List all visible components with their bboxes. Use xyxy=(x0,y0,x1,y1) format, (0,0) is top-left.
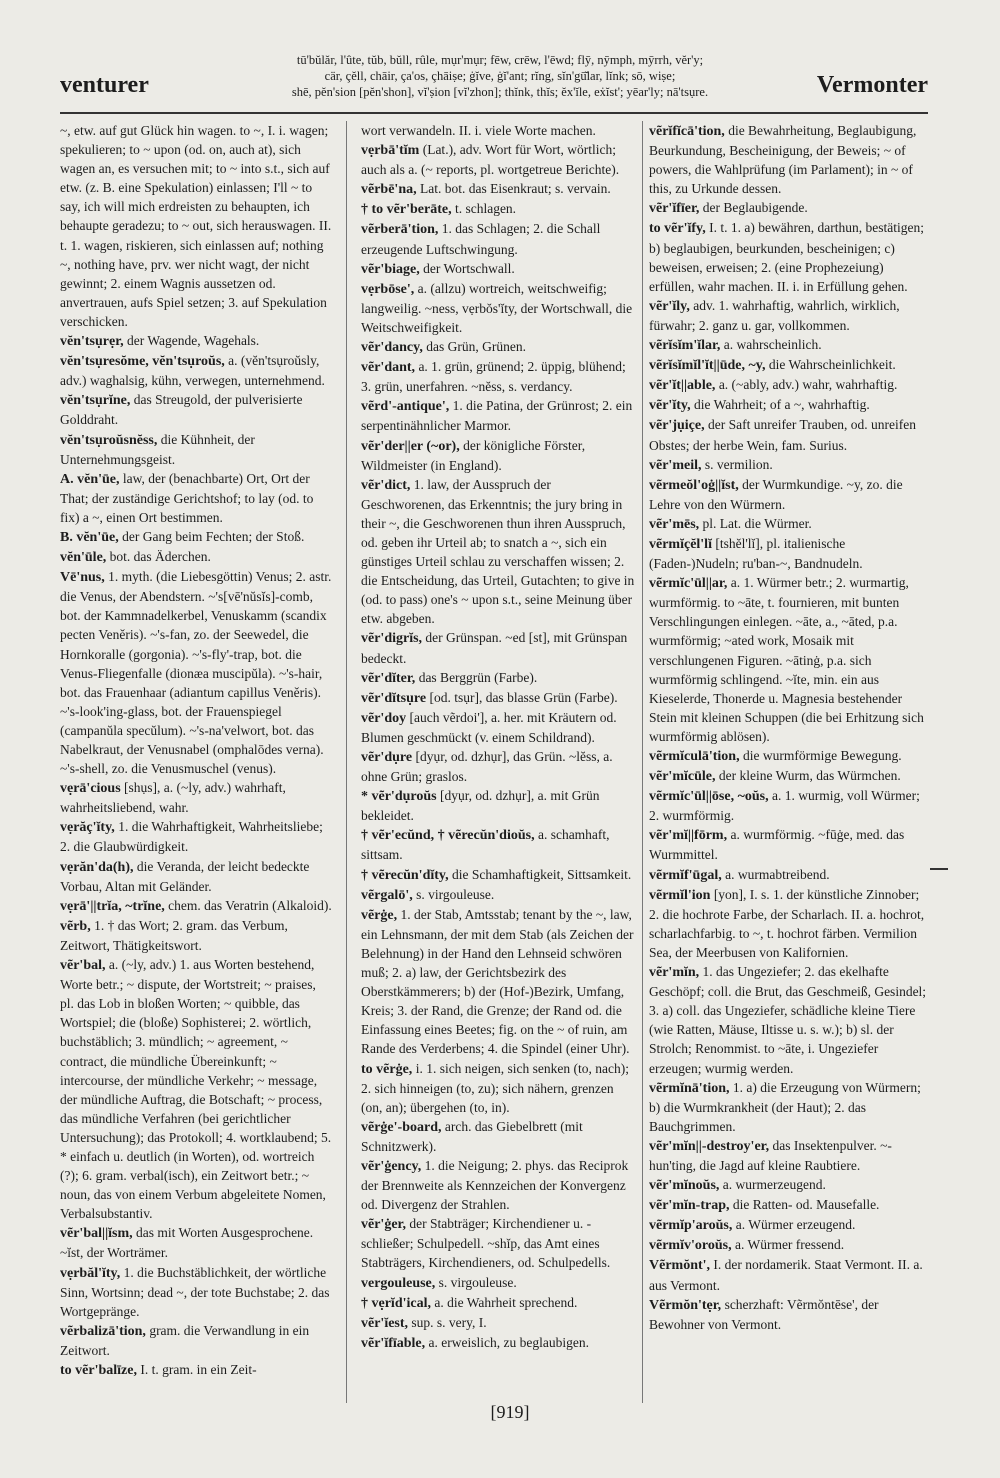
entry-headword: vẽr'ĭfīable, xyxy=(361,1335,426,1351)
dictionary-entry xyxy=(60,778,332,817)
dictionary-entry xyxy=(361,747,636,786)
entry-headword: Vẽrmŏnt', xyxy=(649,1258,711,1274)
dictionary-entry xyxy=(361,179,636,199)
entry-headword: vẽr'ġer, xyxy=(361,1217,406,1233)
dictionary-entry xyxy=(649,573,930,746)
entry-headword: vẽrd'-antique', xyxy=(361,399,450,415)
entry-definition: der Saft unreifer Trauben, od. unreifen Obstes; der herbe Wein, fam. Surius. xyxy=(649,417,917,453)
entry-headword: vẽr'jụiçe, xyxy=(649,418,705,434)
dictionary-entry xyxy=(60,469,332,527)
pronunciation-key-line: tū'bŭlăr, l'ûte, tŭb, bŭll, rûle, mụr'mụr; fēw, crēw, l'ēwd; flȳ, nȳmph, mȳrrh, vĕr'y; xyxy=(296,53,704,67)
guide-word-left: venturer xyxy=(60,72,149,98)
entry-definition: s. vermilion. xyxy=(701,456,773,472)
dictionary-entry xyxy=(649,1215,930,1235)
header-rule xyxy=(60,112,928,114)
dictionary-entry xyxy=(60,121,332,331)
dictionary-entry xyxy=(361,140,636,179)
dictionary-entry xyxy=(361,121,636,140)
dictionary-entry xyxy=(361,786,636,825)
entry-headword: vẽr'mĭnoŭs, xyxy=(649,1178,720,1194)
entry-headword: vẽr'dancy, xyxy=(361,340,423,356)
dictionary-entry xyxy=(361,259,636,279)
entry-headword: vẽr'der||er (~or), xyxy=(361,438,460,454)
dictionary-entry xyxy=(649,766,930,786)
entry-headword: vẽr'dĭter, xyxy=(361,670,416,686)
entry-definition: I. t. 1. a) bewähren, darthun, bestätigen; b) beglaubigen, beurkunden, bescheinigen; c) beweisen, erweisen; 2. (eine Prophezeiung) erfüllen, wahr machen. II. i. in Erfüllung gehen. xyxy=(649,220,924,294)
dictionary-entry xyxy=(361,1313,636,1333)
entry-headword: vẽr'ĭt||able, xyxy=(649,378,716,394)
dictionary-entry xyxy=(60,567,332,778)
entry-headword: * vẽr'dụroŭs xyxy=(361,789,437,805)
entry-headword: vẽrmĭc'ūl||ar, xyxy=(649,576,728,592)
entry-definition: das mit Worten Ausgesprochene. ~ĭst, der Worträmer. xyxy=(60,1225,314,1261)
entry-definition: a. schamhaft, sittsam. xyxy=(361,827,610,863)
entry-definition: das Streugold, der pulverisierte Golddraht. xyxy=(60,392,303,428)
entry-headword: Vẽrmŏn'tẹr, xyxy=(649,1297,722,1313)
dictionary-entry xyxy=(60,331,332,351)
entry-definition: adv. 1. wahrhaftig, wahrlich, wirklich, fürwahr; 2. ganz u. gar, vollkommen. xyxy=(649,297,900,333)
dictionary-entry xyxy=(60,1321,332,1360)
dictionary-entry xyxy=(60,955,332,1223)
entry-headword: B. vĕn'ūe, xyxy=(60,529,119,545)
entry-definition: der Stabträger; Kirchendiener u. -schließer; Schulpedell. ~shĭp, das Amt eines Stabträgers, Kirchendieners, od. Schulpedells. xyxy=(361,1216,611,1271)
dictionary-entry xyxy=(60,351,332,390)
entry-definition: der Wagende, Wagehals. xyxy=(123,333,260,349)
entry-definition: [shụs], a. (~ly, adv.) wahrhaft, wahrheitsliebend, wahr. xyxy=(60,780,286,816)
entry-definition: der königliche Förster, Wildmeister (in England). xyxy=(361,437,586,473)
dictionary-entry xyxy=(60,1360,332,1380)
dictionary-entry xyxy=(649,514,930,534)
dictionary-entry xyxy=(361,1059,636,1117)
guide-word-right: Vermonter xyxy=(816,72,928,98)
dictionary-entry xyxy=(361,825,636,864)
dictionary-entry xyxy=(60,1223,332,1262)
dictionary-entry xyxy=(649,121,930,198)
entry-definition: 1. die Patina, der Grünrost; 2. ein serpentinähnlicher Marmor. xyxy=(361,398,633,434)
entry-headword: vẽrĭsĭm'ĭlar, xyxy=(649,338,721,354)
entry-headword: vĕn'tsụresŏme, vĕn'tsụroŭs, xyxy=(60,354,225,370)
dictionary-entry xyxy=(60,1263,332,1321)
margin-dash xyxy=(930,868,948,870)
dictionary-entry xyxy=(649,1195,930,1215)
dictionary-entry xyxy=(361,688,636,708)
dictionary-entry xyxy=(649,962,930,1078)
entry-headword: vẽrmĭl'ion xyxy=(649,887,711,903)
dictionary-entry xyxy=(649,335,930,355)
dictionary-entry xyxy=(649,1255,930,1294)
dictionary-entry xyxy=(649,786,930,825)
entry-definition: der Gang beim Fechten; der Stoß. xyxy=(118,528,305,544)
dictionary-entry xyxy=(649,534,930,573)
column-left xyxy=(60,121,332,1401)
dictionary-entry xyxy=(649,746,930,766)
entry-headword: vẽrmeŏl'oġ||ĭst, xyxy=(649,477,739,493)
entry-headword: vẽr'digrĭs, xyxy=(361,631,423,647)
column-middle xyxy=(361,121,636,1401)
dictionary-entry xyxy=(361,475,636,629)
entry-headword: vẽrmĭculā'tion, xyxy=(649,749,740,764)
dictionary-entry xyxy=(649,355,930,375)
entry-definition: 1. das Schlagen; 2. die Schall erzeugende Luftschwingung. xyxy=(361,221,601,257)
entry-definition: a. wurmerzeugend. xyxy=(719,1177,826,1193)
entry-headword: vẽrġe, xyxy=(361,907,398,923)
entry-headword: vergouleuse, xyxy=(361,1275,436,1291)
dictionary-entry xyxy=(60,857,332,896)
dictionary-entry xyxy=(361,357,636,396)
page-number: [919] xyxy=(490,1402,530,1422)
entry-definition: die Bewahrheitung, Beglaubigung, Beurkundung, Bescheinigung, der Beweis; ~ of powers, die Wahlprüfung (im Parlament); in ~ of this, zu Urkunde dessen. xyxy=(649,123,917,197)
entry-definition: a. wahrscheinlich. xyxy=(720,337,822,353)
entry-definition: a. wurmförmig. ~fūġe, med. das Wurmmittel. xyxy=(649,827,905,863)
entry-definition: bot. das Äderchen. xyxy=(106,549,211,565)
entry-headword: vẽrberā'tion, xyxy=(361,222,439,238)
entry-definition: 1. die Wahrhaftigkeit, Wahrheitsliebe; 2. die Glaubwürdigkeit. xyxy=(60,819,323,855)
entry-headword: † to vẽr'berāte, xyxy=(361,202,452,218)
entry-headword: vẽrbalizā'tion, xyxy=(60,1323,146,1339)
dictionary-entry xyxy=(649,1295,930,1334)
dictionary-entry xyxy=(649,825,930,864)
column-right xyxy=(649,121,930,1401)
entry-definition: wort verwandeln. II. i. viele Worte machen. xyxy=(361,123,596,138)
entry-definition: die Ratten- od. Mausefalle. xyxy=(729,1197,880,1213)
entry-headword: vẽrb, xyxy=(60,918,91,934)
entry-definition: pl. Lat. die Würmer. xyxy=(699,515,812,531)
entry-headword: vẽr'mĭn, xyxy=(649,965,700,981)
entry-headword: A. vĕn'ūe, xyxy=(60,471,120,487)
entry-headword: † vẽr'ecŭnd, † vẽrecŭn'dioŭs, xyxy=(361,828,535,844)
entry-definition: a. Würmer fressend. xyxy=(731,1237,845,1253)
dictionary-entry xyxy=(649,198,930,218)
entry-headword: † vẽrecŭn'dĭty, xyxy=(361,867,449,883)
entry-headword: vẽrbē'na, xyxy=(361,182,417,198)
entry-definition: die Wahrscheinlichkeit. xyxy=(765,357,896,373)
entry-headword: vẽr'mĭcūle, xyxy=(649,769,716,785)
entry-definition: I. t. gram. in ein Zeit- xyxy=(136,1362,257,1377)
entry-definition: die wurmförmige Bewegung. xyxy=(739,748,902,763)
entry-headword: vẹrbā'tĭm xyxy=(361,143,420,159)
dictionary-entry xyxy=(649,296,930,335)
dictionary-entry xyxy=(60,896,332,916)
entry-definition: a. erweislich, zu beglaubigen. xyxy=(425,1334,589,1350)
dictionary-entry xyxy=(361,1293,636,1313)
entry-definition: die Wahrheit; of a ~, wahrhaftig. xyxy=(690,397,870,413)
entry-headword: vẽrġe'-board, xyxy=(361,1119,442,1135)
entry-headword: vẽr'ġency, xyxy=(361,1158,422,1174)
entry-definition: 1. law, der Ausspruch der Geschworenen, das Erkenntnis; the jury bring in their ~, die Geschworenen thun ihren Ausspruch, od. geben ihr Urteil ab; to snatch a ~, sich ein günstiges Urteil schlau zu verschaffen wissen; 2. die Entscheidung, das Urteil, Gutachten; to give in (od. to pass) one's ~ upon s.t., seine Meinung über etw. abgeben. xyxy=(361,476,635,627)
entry-definition: scherzhaft: Vẽrmŏntēse', der Bewohner von Vermont. xyxy=(649,1296,879,1332)
entry-headword: vẽr'bal, xyxy=(60,958,106,974)
entry-definition: 1. die Buchstäblichkeit, der wörtliche Sinn, Wortsinn; dead ~, der tote Buchstabe; 2. das Wortgepränge. xyxy=(60,1264,330,1319)
entry-headword: vẽr'dant, xyxy=(361,360,416,376)
entry-definition: a. die Wahrheit sprechend. xyxy=(431,1294,578,1310)
dictionary-entry xyxy=(649,475,930,514)
dictionary-entry xyxy=(361,279,636,337)
entry-definition: [auch vẽrdoi'], a. her. mit Kräutern od. Blumen geschmückt (v. einem Schildrand). xyxy=(361,709,617,745)
entry-definition: law, der (benachbarte) Ort, Ort der That; der zuständige Gerichtshof; to lay (od. to fix) a ~, einen Ort bestimmen. xyxy=(60,470,314,525)
entry-headword: vĕn'tsụrẹr, xyxy=(60,334,124,350)
dictionary-entry xyxy=(361,865,636,885)
pronunciation-key-line: shē, pĕn'sion [pĕn'shon], vĭ'ṣion [vĭ'zhon]; thĭnk, thĭs; ĕx'ĭle, eẋĭst'; yēar'ly; nā'tsụre. xyxy=(291,85,709,99)
entry-headword: vẹrā'cious xyxy=(60,781,121,797)
entry-headword: vẽr'mĭ||fōrm, xyxy=(649,828,728,844)
dictionary-entry xyxy=(649,1078,930,1136)
entry-headword: vẽrmĭçĕl'lĭ xyxy=(649,536,712,552)
dictionary-entry xyxy=(361,337,636,357)
dictionary-entry xyxy=(361,628,636,667)
entry-headword: vẽr'dict, xyxy=(361,477,411,493)
dictionary-entry xyxy=(60,547,332,567)
entry-definition: 1. die Neigung; 2. phys. das Reciprok der Brennweite als Kennzeichen der Konvergenz od. Divergenz der Strahlen. xyxy=(361,1157,629,1213)
dictionary-entry xyxy=(649,395,930,415)
entry-headword: vẹrăç'ĭty, xyxy=(60,820,115,836)
entry-definition: der Wortschwall. xyxy=(419,260,515,276)
entry-headword: vĕn'ūle, xyxy=(60,550,107,566)
entry-headword: vẽr'mĭn-trap, xyxy=(649,1198,730,1214)
entry-headword: to vẽr'balīze, xyxy=(60,1363,137,1378)
entry-definition: sup. s. very, I. xyxy=(408,1314,487,1330)
entry-definition: a. 1. wurmig, voll Würmer; 2. wurmförmig. xyxy=(649,788,920,824)
entry-definition: ~, etw. auf gut Glück hin wagen. to ~, I. i. wagen; spekulieren; to ~ upon (od. on, auch at), sich wagen an, es versuchen mit; to ~ into s.t., sich auf etw. (z. B. eine Spekulation) einlassen; I'll ~ to say, ich will mich erdreisten zu behaupten, ich behaupte geradezu; to ~ out, sich herauswagen. II. t. 1. wagen, riskieren, sich einlassen auf; nothing ~, nothing have, prv. wer nicht wagt, der nicht gewinnt; 2. einem Wagnis aussetzen od. anvertrauen, aufs Spiel setzen; 3. auf Spekulation verschicken. xyxy=(60,123,332,329)
entry-headword: to vẽr'ĭfy, xyxy=(649,221,706,237)
entry-headword: vẽr'biage, xyxy=(361,261,420,277)
entry-headword: vẽr'meil, xyxy=(649,457,702,473)
dictionary-entry xyxy=(361,905,636,1059)
entry-headword: vẽr'bal||ĭsm, xyxy=(60,1226,133,1242)
entry-definition: a. 1. Würmer betr.; 2. wurmartig, wurmförmig. to ~āte, t. fournieren, mit bunten Verschlingungen einlegen. ~āte, a., ~āted, p.a. wurmförmig; ~ated work, Mosaik mit verschlungenen Figuren. ~ātinġ, p.a. sich wurmförmig schlingend. ~ĭte, min. ein aus Kieselerde, Thonerde u. Magnesia bestehender Stein mit kleinen Schuppen (die bei Erhitzung sich wurmförmig ablösen). xyxy=(649,575,924,744)
dictionary-entry xyxy=(60,390,332,429)
entry-definition: 1. das Ungeziefer; 2. das ekelhafte Geschöpf; coll. die Brut, das Geschmeiß, Gesindel; 3. a) coll. das Ungeziefer, schädliche kleine Tiere (wie Ratten, Mäuse, Iltisse u. s. w.); b) sl. der Strolch; Renommist. to ~āte, i. Ungeziefer erzeugen; wurmig werden. xyxy=(649,964,927,1076)
dictionary-entry xyxy=(60,430,332,469)
entry-definition: das Berggrün (Farbe). xyxy=(415,669,538,685)
entry-headword: vĕn'tsụroŭsnĕss, xyxy=(60,432,158,448)
entry-definition: chem. das Veratrin (Alkaloid). xyxy=(164,897,332,913)
dictionary-entry xyxy=(361,396,636,435)
entry-definition: a. (allzu) wortreich, weitschweifig; langweilig. ~ness, vẹrbŏs'ĭty, der Wortschwall, die Weitschweifigkeit. xyxy=(361,280,633,335)
entry-definition: das Insektenpulver. ~-hun'ting, die Jagd auf kleine Raubtiere. xyxy=(649,1137,892,1173)
dictionary-entry xyxy=(60,916,332,955)
dictionary-entry xyxy=(361,1156,636,1214)
entry-headword: vẽrmĭp'aroŭs, xyxy=(649,1218,733,1234)
entry-headword: to vẽrġe, xyxy=(361,1061,413,1077)
dictionary-entry xyxy=(649,375,930,395)
dictionary-entry xyxy=(361,885,636,905)
entry-definition: [yon], I. s. 1. der künstliche Zinnober; 2. die hochrote Farbe, der Scharlach. II. a. hochrot, scharlachfarbig. to ~, t. hochrot färben. Vermilion Sea, der Meerbusen von Kalifornien. xyxy=(649,886,925,960)
entry-headword: vẽrmĭf'ūgal, xyxy=(649,867,722,883)
entry-definition: I. der nordamerik. Staat Vermont. II. a. aus Vermont. xyxy=(649,1257,923,1293)
entry-definition: [dyụr, od. dzhụr], das Grün. ~lĕss, a. ohne Grün; graslos. xyxy=(361,749,613,785)
entry-definition: a. (~ably, adv.) wahr, wahrhaftig. xyxy=(715,377,898,393)
entry-headword: vẽr'mĭn||-destroy'er, xyxy=(649,1138,770,1154)
entry-definition: 1. a) die Erzeugung von Würmern; b) die Wurmkrankheit (der Haut); 2. das Bauchgrimmen. xyxy=(649,1079,921,1134)
entry-headword: vẹrbōse', xyxy=(361,281,415,297)
dictionary-entry xyxy=(361,219,636,258)
entry-headword: vẽr'dĭtsụre xyxy=(361,690,427,706)
entry-headword: vẽr'ĭest, xyxy=(361,1315,409,1331)
dictionary-entry xyxy=(60,527,332,547)
entry-definition: a. (vĕn'tsụroŭsly, adv.) waghalsig, kühn, verwegen, unternehmend. xyxy=(60,353,325,389)
dictionary-entry xyxy=(361,1117,636,1156)
entry-definition: der Grünspan. ~ed [st], mit Grünspan bedeckt. xyxy=(361,630,628,666)
dictionary-entry xyxy=(649,218,930,295)
entry-headword: vẹrbăl'ĭty, xyxy=(60,1265,121,1281)
pronunciation-key-line: cär, çĕll, chāir, ça'os, çhāiṣe; ġĭve, ġĭ'ant; rĭng, sĭn'gū̆lar, lĭnk; sō, wiṣe; xyxy=(324,69,676,83)
entry-definition: die Kühnheit, der Unternehmungsgeist. xyxy=(60,431,255,467)
entry-definition: [dyụr, od. dzhụr], a. mit Grün bekleidet. xyxy=(361,788,600,824)
entry-headword: vẹrăn'da(h), xyxy=(60,859,134,875)
dictionary-entry xyxy=(649,1235,930,1255)
entry-headword: † vẹrĭd'ical, xyxy=(361,1295,431,1311)
entry-headword: vẽr'ĭty, xyxy=(649,398,691,414)
entry-definition: Lat. bot. das Eisenkraut; s. vervain. xyxy=(416,181,611,197)
dictionary-entry xyxy=(649,1175,930,1195)
dictionary-entry xyxy=(361,668,636,688)
entry-definition: t. schlagen. xyxy=(451,201,517,217)
entry-definition: das Grün, Grünen. xyxy=(422,339,526,355)
dictionary-entry xyxy=(60,817,332,856)
entry-headword: Vē'nus, xyxy=(60,570,105,586)
entry-definition: [tshĕl'lĭ], pl. italienische (Faden-)Nudeln; ru'ban-~, Bandnudeln. xyxy=(649,535,863,572)
entry-definition: a. wurmabtreibend. xyxy=(721,866,830,882)
entry-definition: arch. das Giebelbrett (mit Schnitzwerk). xyxy=(361,1118,583,1154)
column-divider xyxy=(346,121,347,1403)
entry-headword: vẽr'doy xyxy=(361,710,407,726)
entry-definition: a. Würmer erzeugend. xyxy=(732,1217,856,1233)
entry-headword: vẽrmĭc'ūl||ōse, ~oŭs, xyxy=(649,789,769,805)
entry-headword: vĕn'tsụrĭne, xyxy=(60,393,131,409)
dictionary-entry xyxy=(361,199,636,219)
column-divider xyxy=(642,121,643,1403)
entry-definition: gram. die Verwandlung in ein Zeitwort. xyxy=(60,1322,310,1358)
entry-headword: vẽr'ĭfīer, xyxy=(649,201,700,217)
entry-headword: vẹrā'||trĭa, ~trĭne, xyxy=(60,898,165,914)
entry-definition: 1. der Stab, Amtsstab; tenant by the ~, law, ein Lehnsmann, der mit dem Stab (als Zeichen der Belehnung) in der Hand den Lehnseid schwören muß; 2. a) law, der Gerichtsbezirk des Oberstkämmerers; b) der (Hof-)Bezirk, Umfang, Kreis; 3. der Rand, die Grenze; der Rand od. die Einfassung eines Beetes; fig. on the ~ of ruin, am Rande des Verderbens; 4. die Spindel (einer Uhr). xyxy=(361,906,634,1057)
entry-definition: 1. myth. (die Liebesgöttin) Venus; 2. astr. die Venus, der Abendstern. ~'s[vē'nŭsĭs]-comb, bot. der Kammnadelkerbel, Venuskamm (scandix pecten Veněris). ~'s-fan, zo. der Seewedel, die Hornkoralle (gorgonia). ~'s-fly'-trap, bot. die Venus-Fliegenfalle (dionæa muscipŭla). ~'s-hair, bot. das Frauenhaar (adiantum capillus Veněris). ~'s-look'ing-glass, bot. der Frauenspiegel (campanŭla specŭlum). ~'s-na'velwort, bot. das Nabelkraut, der Venusnabel (omphalōdes verna). ~'s-shell, zo. die Venusmuschel (venus). xyxy=(60,569,332,777)
entry-headword: vẽrmĭnā'tion, xyxy=(649,1080,730,1096)
dictionary-entry xyxy=(649,1136,930,1175)
dictionary-entry xyxy=(649,415,930,454)
entry-definition: a. (~ly, adv.) 1. aus Worten bestehend, Worte betr.; ~ dispute, der Wortstreit; ~ praises, pl. das Lob in bloßen Worten; ~ quibble, das Wortspiel; die (bloße) Sophisterei; 2. wörtlich, buchstäblich; 3. mündlich; ~ agreement, ~ contract, die mündliche Übereinkunft; ~ intercourse, der mündliche Verkehr; ~ message, der mündliche Auftrag, die Botschaft; ~ process, das mündliche Verfahren (bei gerichtlicher Untersuchung); das Protokoll; 4. wortklaubend; 5. * einfach u. deutlich (in Worten), od. wortreich (?); 6. gram. verbal(isch), ein Zeitwort betr.; ~ noun, das von einem Verbum abgeleitete Nomen, Verbalsubstantiv. xyxy=(60,957,332,1222)
dictionary-entry xyxy=(649,885,930,962)
entry-definition: s. virgouleuse. xyxy=(412,886,495,902)
entry-definition: [od. tsụr], das blasse Grün (Farbe). xyxy=(426,689,618,705)
entry-headword: vẽrgalō', xyxy=(361,887,413,903)
pronunciation-key xyxy=(200,52,800,100)
entry-headword: vẽr'mēs, xyxy=(649,516,700,532)
entry-definition: der Beglaubigende. xyxy=(699,200,808,216)
entry-headword: vẽr'ĭly, xyxy=(649,298,690,314)
dictionary-entry xyxy=(361,1333,636,1353)
dictionary-entry xyxy=(361,436,636,475)
entry-headword: vẽrmĭv'oroŭs, xyxy=(649,1238,732,1254)
entry-definition: die Schamhaftigkeit, Sittsamkeit. xyxy=(448,866,632,882)
dictionary-entry xyxy=(361,1214,636,1272)
entry-definition: die Veranda, der leicht bedeckte Vorbau, Altan mit Geländer. xyxy=(60,858,310,894)
entry-headword: vẽr'dụre xyxy=(361,750,413,765)
entry-headword: vẽrĭsĭmĭl'ĭt||ūde, ~y, xyxy=(649,358,766,374)
entry-definition: s. virgouleuse. xyxy=(435,1274,517,1290)
entry-definition: i. 1. sich neigen, sich senken (to, nach); 2. sich hinneigen (to, zu); sich nähern, grenzen (on, an); übergehen (to, in). xyxy=(361,1060,630,1115)
dictionary-entry xyxy=(649,455,930,475)
entry-definition: der kleine Wurm, das Würmchen. xyxy=(715,768,901,784)
dictionary-entry xyxy=(361,708,636,747)
entry-definition: 1. † das Wort; 2. gram. das Verbum, Zeitwort, Thätigkeitswort. xyxy=(60,917,288,953)
entry-definition: a. 1. grün, grünend; 2. üppig, blühend; 3. grün, unerfahren. ~nĕss, s. verdancy. xyxy=(361,359,626,395)
dictionary-entry xyxy=(361,1273,636,1293)
entry-definition: der Wurmkundige. ~y, zo. die Lehre von den Würmern. xyxy=(649,476,903,512)
dictionary-entry xyxy=(649,865,930,885)
entry-headword: vẽrĭfĭcā'tion, xyxy=(649,124,725,139)
entry-definition: (Lat.), adv. Wort für Wort, wörtlich; auch als a. (~ reports, pl. wortgetreue Berichte). xyxy=(361,142,620,178)
